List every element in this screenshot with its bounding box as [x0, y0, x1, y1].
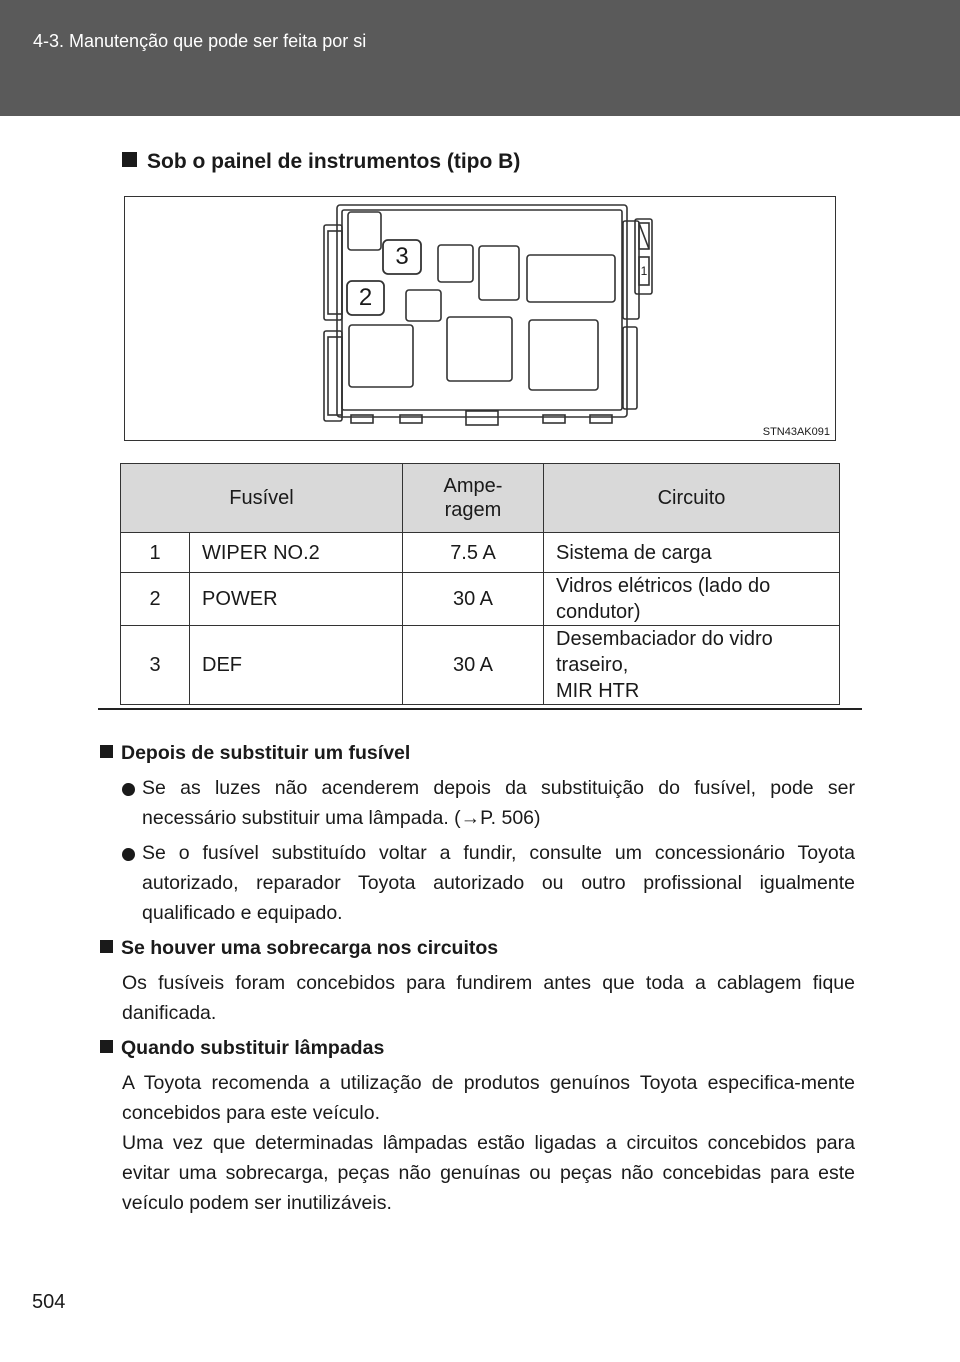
callout-3: 3: [395, 243, 409, 270]
note-heading-bulbs: [100, 1033, 855, 1063]
note-paragraph-text: A Toyota recomenda a utilização de produtos genuínos Toyota especifica-mente concebidos para este veículo.: [122, 1072, 855, 1124]
section-title-text: Sob o painel de instrumentos (tipo B): [147, 150, 521, 173]
note-paragraph-text: Uma vez que determinadas lâmpadas estão ligadas a circuitos concebidos para evitar uma sobrecarga, peças não genuínas ou peças não concebidas para este veículo podem ser inutilizáveis.: [122, 1132, 855, 1214]
fuse-circuit: [544, 626, 840, 705]
callout-2: 2: [358, 284, 373, 311]
fuse-number: 3: [121, 626, 190, 705]
fuse-circuit: Vidros elétricos (lado do condutor): [544, 573, 840, 626]
callout-1: 1: [640, 264, 648, 278]
header-amp-line1: Ampe-: [443, 475, 503, 497]
fuse-number: 2: [121, 573, 190, 626]
table-row: [121, 573, 840, 626]
chapter-header: [0, 0, 960, 116]
header-amperage: [403, 464, 544, 533]
fuse-number: 1: [121, 533, 190, 573]
fuse-name: POWER: [190, 573, 403, 626]
note-paragraph: Os fusíveis foram concebidos para fundirem antes que toda a cablagem fique danificada.: [122, 972, 855, 1024]
fuse-name: WIPER NO.2: [190, 533, 403, 573]
section-title: [122, 150, 520, 174]
fuse-box-figure: [124, 196, 836, 441]
table-row: [121, 626, 840, 705]
fuse-box-diagram: [125, 197, 837, 442]
fuse-amperage: 30 A: [403, 573, 544, 626]
section-divider: [98, 708, 862, 710]
note-heading-text: Quando substituir lâmpadas: [121, 1037, 385, 1059]
note-paragraph: [100, 1068, 855, 1218]
fuse-circuit: Sistema de carga: [544, 533, 840, 573]
note-heading-overload: [100, 933, 855, 963]
note-bullet-text: Se o fusível substituído voltar a fundir, consulte um concessionário Toyota autorizado, reparador Toyota autorizado ou outro profissional igualmente qualificado e equipado.: [142, 842, 855, 924]
square-bullet-icon: [100, 745, 113, 758]
note-heading-text: Se houver uma sobrecarga nos circuitos: [121, 937, 499, 959]
notes-section: [100, 733, 855, 1218]
note-bullet: [100, 773, 855, 833]
fuse-amperage: 7.5 A: [403, 533, 544, 573]
chapter-title: 4-3. Manutenção que pode ser feita por si: [33, 31, 367, 51]
page-number: 504: [32, 1291, 66, 1313]
round-bullet-icon: [122, 783, 135, 796]
round-bullet-icon: [122, 848, 135, 861]
note-bullet-text: Se as luzes não acenderem depois da substituição do fusível, pode ser necessário substituir uma lâmpada. (→P. 506): [142, 777, 855, 829]
header-circuit: Circuito: [544, 464, 840, 533]
header-fuse: Fusível: [121, 464, 403, 533]
table-row: [121, 533, 840, 573]
square-bullet-icon: [122, 152, 137, 167]
fuse-circuit-line1: Desembaciador do vidro traseiro,: [556, 628, 773, 676]
table-header-row: [121, 464, 840, 533]
header-amp-line2: ragem: [444, 499, 502, 521]
fuse-circuit-line2: MIR HTR: [556, 680, 640, 702]
note-heading-after-replacing: [100, 738, 855, 768]
note-bullet: [100, 838, 855, 928]
figure-code: STN43AK091: [762, 426, 830, 438]
fuse-table: [120, 463, 840, 705]
fuse-amperage: 30 A: [403, 626, 544, 705]
square-bullet-icon: [100, 940, 113, 953]
fuse-name: DEF: [190, 626, 403, 705]
note-heading-text: Depois de substituir um fusível: [121, 742, 411, 764]
square-bullet-icon: [100, 1040, 113, 1053]
